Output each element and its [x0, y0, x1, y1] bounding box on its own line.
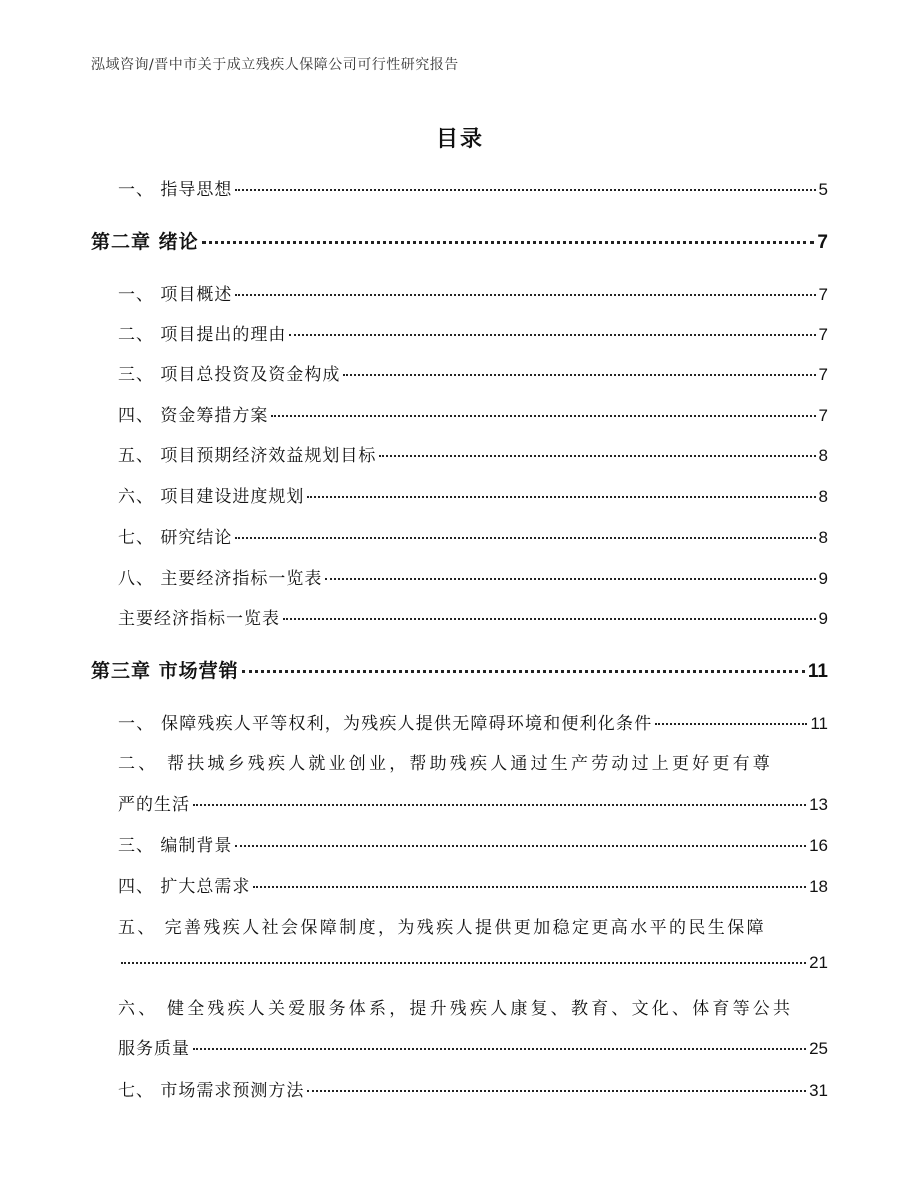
toc-entry-text: 六、 项目建设进度规划 [118, 487, 305, 507]
leader-dots [202, 241, 815, 244]
toc-page-number: 7 [818, 406, 828, 425]
toc-entry-text: 七、 研究结论 [118, 528, 233, 548]
toc-page-number: 9 [818, 569, 828, 588]
leader-dots [289, 334, 815, 336]
toc-page-number: 18 [809, 877, 828, 896]
toc-entry-text: 四、 扩大总需求 [118, 877, 251, 897]
toc-page-number: 8 [818, 446, 828, 465]
toc-entry[interactable] [118, 953, 828, 973]
leader-dots [193, 804, 806, 806]
toc-entry-text: 一、 项目概述 [118, 285, 233, 305]
leader-dots [242, 670, 805, 673]
toc-page-number: 11 [807, 661, 828, 682]
toc-entry-text: 三、 编制背景 [118, 836, 233, 856]
leader-dots [235, 189, 815, 191]
toc-entry[interactable] [118, 872, 828, 897]
toc-page-number: 8 [818, 487, 828, 506]
toc-entry[interactable] [118, 709, 828, 734]
leader-dots [121, 962, 806, 964]
leader-dots [235, 537, 815, 539]
toc-entry-text: 服务质量 [118, 1039, 190, 1059]
leader-dots [235, 294, 815, 296]
toc-chapter-text: 第二章 绪论 [91, 231, 199, 253]
toc-entry-text: 八、 主要经济指标一览表 [118, 569, 323, 589]
toc-entry-text: 一、 指导思想 [118, 180, 233, 200]
toc-page-number: 7 [818, 285, 828, 304]
toc-page-number: 25 [809, 1039, 828, 1058]
toc-page-number: 7 [817, 232, 828, 253]
toc-entry-text: 一、 保障残疾人平等权利，为残疾人提供无障碍环境和便利化条件 [118, 714, 653, 734]
toc-entry-line[interactable]: 二、 帮扶城乡残疾人就业创业，帮助残疾人通过生产劳动过上更好更有尊 [118, 754, 774, 774]
toc-entry[interactable] [118, 482, 828, 507]
leader-dots [325, 578, 815, 580]
leader-dots [271, 415, 815, 417]
toc-entry-line[interactable]: 六、 健全残疾人关爱服务体系，提升残疾人康复、教育、文化、体育等公共 [118, 999, 794, 1019]
toc-entry[interactable] [118, 401, 828, 426]
toc-entry[interactable] [118, 360, 828, 385]
toc-page-number: 13 [809, 795, 828, 814]
leader-dots [343, 374, 815, 376]
toc-page-number: 31 [809, 1081, 828, 1100]
toc-page-number: 9 [818, 609, 828, 628]
leader-dots [379, 455, 815, 457]
leader-dots [283, 618, 816, 620]
toc-entry[interactable] [118, 320, 828, 345]
running-header: 泓域咨询/晋中市关于成立残疾人保障公司可行性研究报告 [91, 57, 459, 73]
toc-entry-text: 四、 资金筹措方案 [118, 406, 269, 426]
toc-entry-text: 三、 项目总投资及资金构成 [118, 365, 341, 385]
toc-page-number: 11 [810, 714, 828, 733]
toc-entry-text: 二、 项目提出的理由 [118, 325, 287, 345]
toc-entry[interactable] [118, 1034, 828, 1059]
toc-entry[interactable] [118, 604, 828, 629]
toc-page-number: 21 [809, 953, 828, 972]
toc-entry[interactable] [118, 1076, 828, 1101]
leader-dots [193, 1048, 806, 1050]
toc-page-number: 16 [809, 836, 828, 855]
page-title: 目录 [435, 127, 484, 152]
leader-dots [655, 723, 807, 725]
leader-dots [307, 496, 815, 498]
toc-entry[interactable] [118, 523, 828, 548]
toc-chapter-text: 第三章 市场营销 [91, 660, 239, 682]
leader-dots [253, 886, 806, 888]
toc-entry[interactable] [118, 790, 828, 815]
toc-page-number: 7 [818, 325, 828, 344]
toc-entry[interactable] [118, 280, 828, 305]
toc-entry-text: 主要经济指标一览表 [118, 609, 280, 629]
toc-page-number: 7 [818, 365, 828, 384]
toc-entry-text: 五、 项目预期经济效益规划目标 [118, 446, 377, 466]
toc-entry[interactable] [118, 564, 828, 589]
toc-entry-line[interactable]: 五、 完善残疾人社会保障制度，为残疾人提供更加稳定更高水平的民生保障 [118, 918, 767, 938]
leader-dots [235, 845, 806, 847]
leader-dots [307, 1090, 806, 1092]
toc-page-number: 5 [818, 180, 828, 199]
toc-entry-text: 严的生活 [118, 795, 190, 815]
toc-entry[interactable] [118, 175, 828, 200]
toc-page-number: 8 [818, 528, 828, 547]
toc-entry[interactable] [118, 831, 828, 856]
toc-entry-text: 七、 市场需求预测方法 [118, 1081, 305, 1101]
toc-entry[interactable] [118, 441, 828, 466]
toc-chapter[interactable] [91, 227, 828, 254]
toc-chapter[interactable] [91, 656, 828, 683]
